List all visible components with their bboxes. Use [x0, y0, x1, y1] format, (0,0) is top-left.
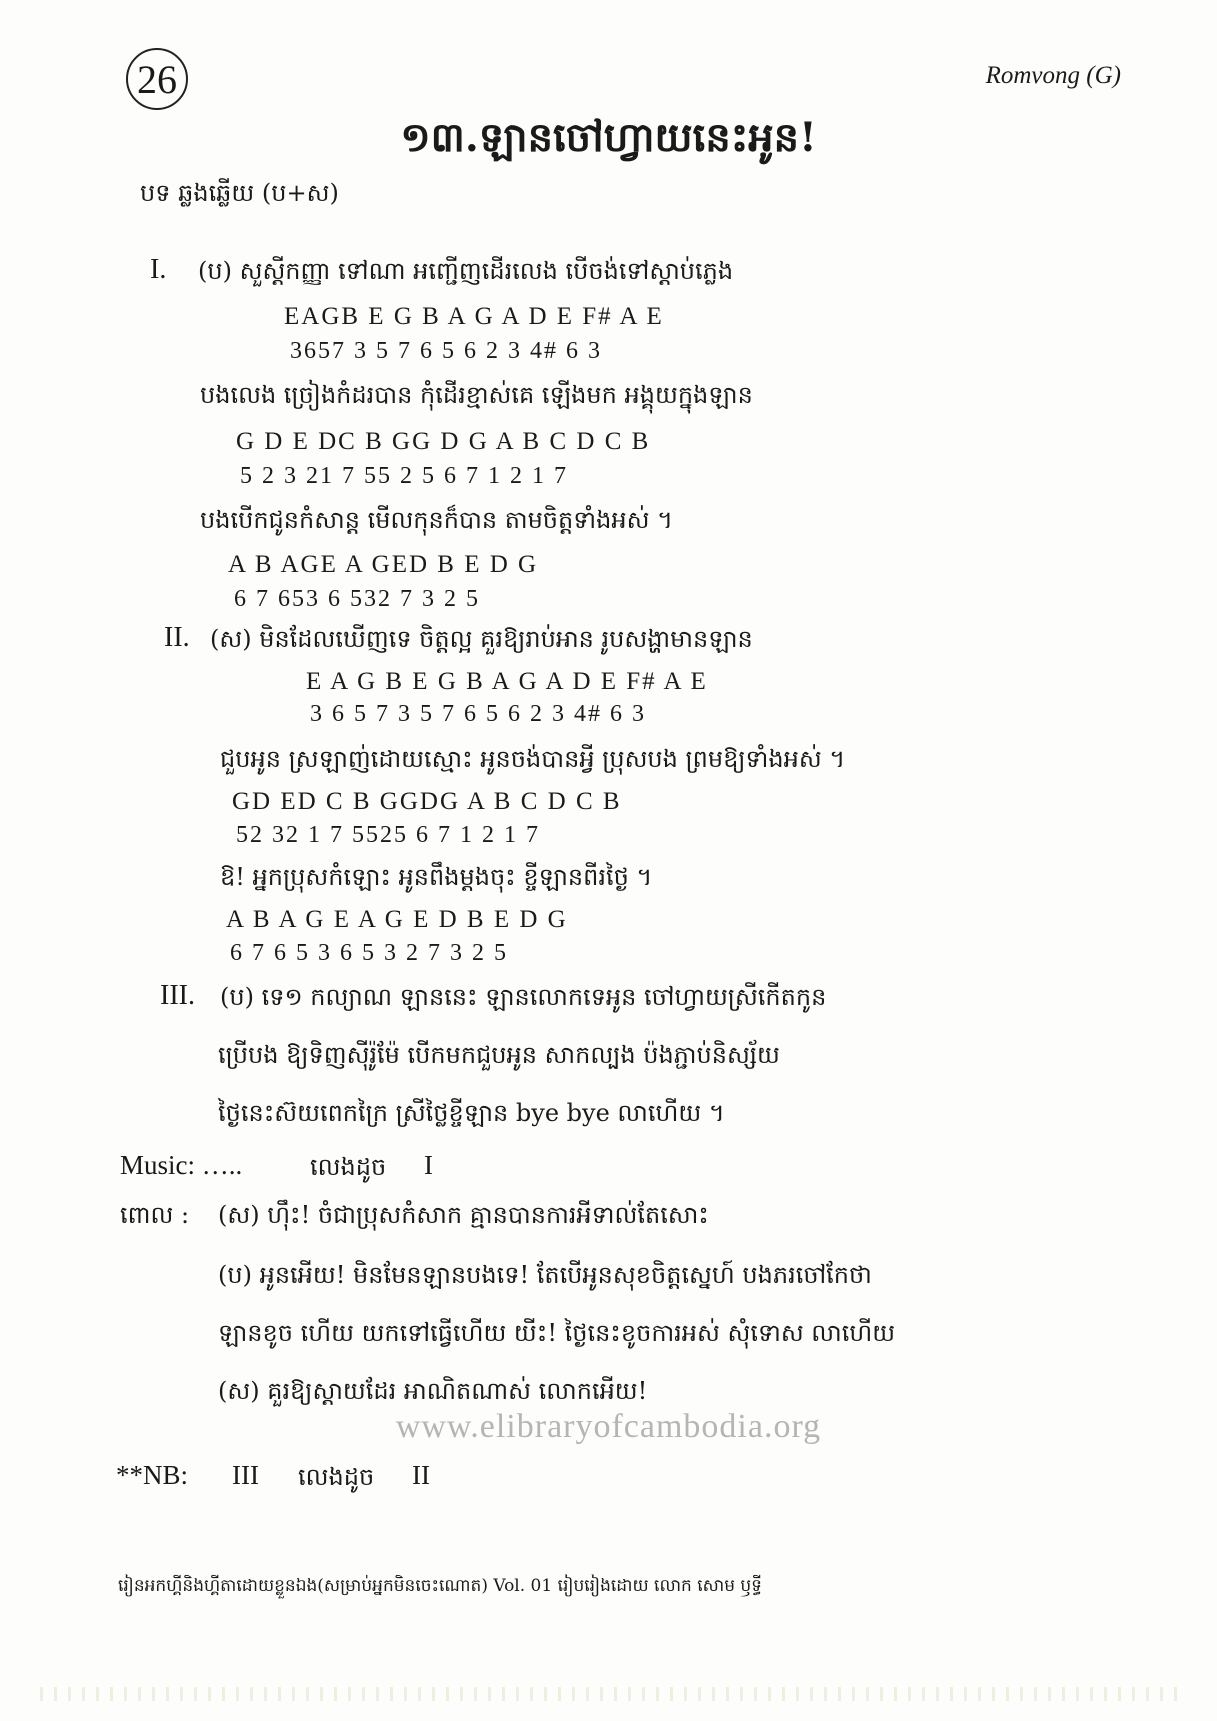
nb-text: លេងដូច — [298, 1463, 375, 1491]
verse-2-notes-3: A B A G E A G E D B E D G — [226, 906, 568, 933]
song-subtitle: បទ ឆ្លងឆ្លើយ (ប+ស) — [140, 179, 339, 207]
watermark-url: www.elibraryofcambodia.org — [395, 1408, 822, 1445]
genre-label: Romvong (G) — [985, 62, 1121, 89]
book-footer: រៀនអកហ្គីនិងហ្គីតាដោយខ្លួនឯង(សម្រាប់អ្នកមិនចេះណោត) Vol. 01 រៀបរៀងដោយ លោក សោម ឫទ្ធី — [118, 1576, 762, 1596]
verse-1-nums-1: 3657 3 5 7 6 5 6 2 3 4# 6 3 — [290, 338, 602, 364]
verse-2-lyric-2: ជួបអូន ស្រឡាញ់ដោយស្មោះ អូនចង់បានអ្វី ប្រុសបង ព្រមឱ្យទាំងអស់ ។ — [220, 745, 846, 773]
verse-1-notes-1: EAGB E G B A G A D E F# A E — [284, 303, 664, 330]
verse-2-lyric-1: (ស) មិនដែលឃើញទេ ចិត្តល្អ គួរឱ្យរាប់អាន រូបសង្ហាមានឡាន — [210, 625, 753, 653]
nb-ref: III — [232, 1460, 259, 1490]
verse-2-nums-1: 3 6 5 7 3 5 7 6 5 6 2 3 4# 6 3 — [310, 701, 646, 727]
music-text: លេងដូច — [310, 1153, 387, 1181]
song-title: ១៣.ឡានចៅហ្វាយនេះអូន! — [400, 114, 817, 161]
verse-2-notes-2: GD ED C B GGDG A B C D C B — [232, 788, 622, 815]
verse-3-lyric-2: ប្រើបង ឱ្យទិញស៊ីរ៉ូម៉ែ បើកមកជួបអូន សាកល្បង ប៉ងភ្ជាប់និស្ស័យ — [218, 1041, 780, 1069]
spoken-label: ពោល : — [120, 1201, 190, 1229]
verse-1-lyric-1: (ប) សួស្តីកញ្ញា ទៅណា អញ្ជើញដើរលេង បើចង់ទៅស្តាប់ភ្លេង — [198, 257, 734, 285]
spoken-line-4: (ស) គួរឱ្យស្តាយដែរ អាណិតណាស់ លោកអើយ! — [218, 1377, 648, 1405]
verse-2-notes-1: E A G B E G B A G A D E F# A E — [306, 668, 708, 695]
scan-noise — [40, 1687, 1180, 1701]
spoken-line-3: ឡានខូច ហើយ យកទៅធ្វើហើយ យីះ! ថ្ងៃនេះខូចការអស់ សុំទោស លាហើយ — [218, 1319, 896, 1347]
verse-1-lyric-2: បងលេង ច្រៀងកំដរបាន កុំដើរខ្មាស់គេ ឡើងមក អង្គុយក្នុងឡាន — [200, 381, 753, 409]
verse-1-nums-2: 5 2 3 21 7 55 2 5 6 7 1 2 1 7 — [240, 463, 568, 489]
verse-1-lyric-3: បងបើកជូនកំសាន្ត មើលកុនក៏បាន តាមចិត្តទាំងអស់ ។ — [200, 506, 673, 534]
verse-1-label: I. — [150, 254, 167, 285]
verse-1-notes-3: A B AGE A GED B E D G — [228, 551, 539, 578]
verse-1-notes-2: G D E DC B GG D G A B C D C B — [236, 428, 651, 455]
verse-2-lyric-3: ឱ! អ្នកប្រុសកំឡោះ អូនពឹងម្តងចុះ ខ្ចីឡានពីរថ្ងៃ ។ — [220, 863, 653, 891]
verse-2-nums-2: 52 32 1 7 5525 6 7 1 2 1 7 — [236, 822, 540, 848]
music-ref: I — [424, 1150, 433, 1180]
page-number: 26 — [126, 48, 188, 110]
verse-3-lyric-1: (ប) ទេ១ កល្យាណ ឡាននេះ ឡានលោកទេអូន ចៅហ្វាយស្រីកើតកូន — [220, 983, 827, 1011]
spoken-line-1: (ស) ហ៊ឹះ! ចំជាប្រុសកំសាក គ្មានបានការអីទាល់តែសោះ — [218, 1201, 709, 1229]
music-label: Music: ….. — [120, 1150, 243, 1180]
nb-label: **NB: — [116, 1460, 189, 1490]
spoken-line-2: (ប) អូនអើយ! មិនមែនឡានបងទេ! តែបើអូនសុខចិត្តស្នេហ៍ បងភរចៅកែថា — [218, 1261, 872, 1289]
verse-2-nums-3: 6 7 6 5 3 6 5 3 2 7 3 2 5 — [230, 940, 508, 966]
verse-2-label: II. — [164, 622, 190, 653]
verse-3-lyric-3: ថ្ងៃនេះស៊យពេកក្រៃ ស្រីថ្លៃខ្ចីឡាន bye bye លាហើយ ។ — [218, 1099, 725, 1127]
verse-1-nums-3: 6 7 653 6 532 7 3 2 5 — [234, 586, 480, 612]
nb-target: II — [412, 1460, 430, 1490]
verse-3-label: III. — [160, 980, 195, 1011]
